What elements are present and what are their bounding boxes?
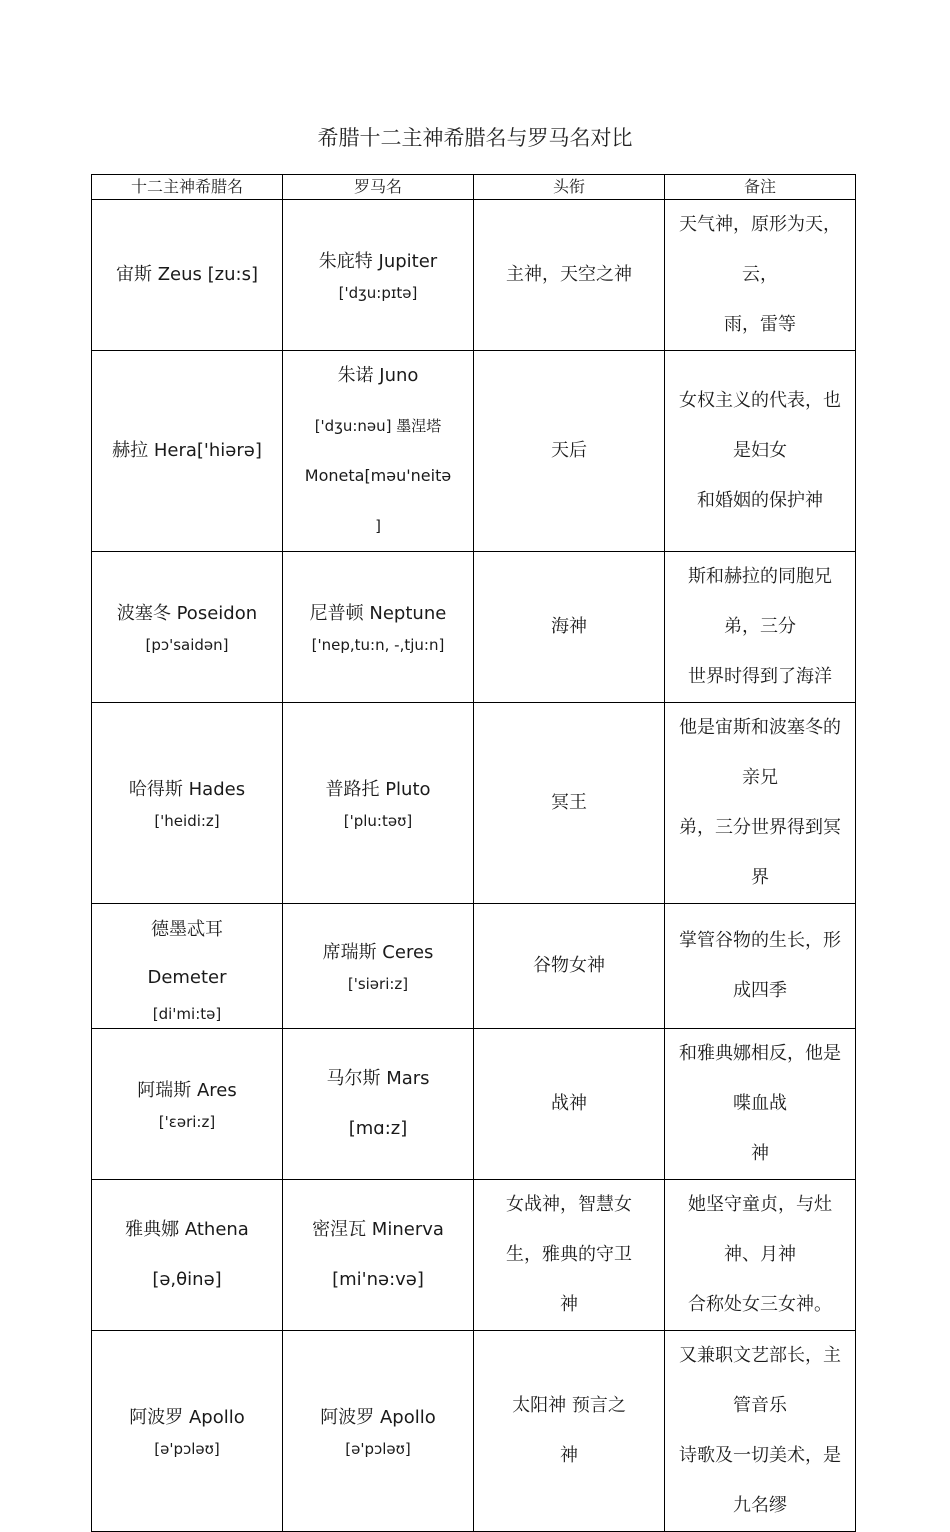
header-notes: 备注 <box>665 175 856 200</box>
roman-ipa: ['plu:təʊ] <box>343 812 413 830</box>
roman-ipa: ['siəri:z] <box>347 975 409 993</box>
title-text: 冥王 <box>551 792 587 813</box>
roman-name: 普路托 Pluto <box>325 779 431 800</box>
table-row <box>92 200 856 351</box>
table-header-row <box>92 175 856 200</box>
header-roman-name: 罗马名 <box>283 175 474 200</box>
title-cell <box>474 1180 665 1331</box>
greek-name-cell <box>92 904 283 1029</box>
roman-name-cell <box>283 1180 474 1331</box>
note-line: 他是宙斯和波塞冬的亲兄 <box>679 717 841 788</box>
greek-ipa: [ə,θinə] <box>152 1269 222 1290</box>
greek-name-cell <box>92 1180 283 1331</box>
roman-name: 阿波罗 Apollo <box>320 1407 436 1428</box>
roman-name: 朱诺 Juno <box>337 365 419 386</box>
roman-name-cell <box>283 552 474 703</box>
roman-name-cell <box>283 200 474 351</box>
table-row <box>92 351 856 552</box>
note-line: 弟，三分世界得到冥界 <box>679 817 841 888</box>
title-cell <box>474 552 665 703</box>
title-cell <box>474 904 665 1029</box>
greek-name-cell <box>92 1029 283 1180</box>
note-cell <box>665 1331 856 1532</box>
note-line: 又兼职文艺部长，主管音乐 <box>679 1345 841 1416</box>
roman-ipa: ['nep,tu:n, -,tju:n] <box>311 636 445 654</box>
table-row <box>92 1029 856 1180</box>
note-line: 诗歌及一切美术，是九名缪 <box>679 1445 841 1516</box>
title-text: 天后 <box>551 440 587 461</box>
title-cell <box>474 200 665 351</box>
greek-name: 德墨忒耳 <box>151 919 223 940</box>
greek-name-latin: Demeter <box>147 967 227 988</box>
title-line: 太阳神 预言之 <box>512 1395 626 1416</box>
greek-name: 哈得斯 Hades <box>128 779 246 800</box>
greek-ipa: ['ɛəri:z] <box>158 1113 216 1131</box>
greek-ipa: [pɔ'saidən] <box>145 636 229 654</box>
page-title: 希腊十二主神希腊名与罗马名对比 <box>317 126 633 150</box>
roman-name: 尼普顿 Neptune <box>309 603 447 624</box>
title-text: 谷物女神 <box>533 955 605 976</box>
table-row <box>92 552 856 703</box>
title-cell <box>474 351 665 552</box>
roman-name-cell <box>283 1331 474 1532</box>
note-line: 天气神，原形为天，云， <box>679 214 841 285</box>
title-text: 海神 <box>551 616 587 637</box>
roman-name-cell <box>283 351 474 552</box>
note-cell <box>665 552 856 703</box>
greek-name-cell <box>92 703 283 904</box>
title-text: 战神 <box>551 1093 587 1114</box>
roman-name: 席瑞斯 Ceres <box>322 942 434 963</box>
note-line: 合称处女三女神。 <box>688 1294 832 1315</box>
title-line: 生，雅典的守卫 <box>506 1244 632 1265</box>
table-row <box>92 904 856 1029</box>
roman-ipa: [mi'nə:və] <box>332 1269 424 1290</box>
roman-name: 马尔斯 Mars <box>326 1068 430 1089</box>
roman-ipa: [mɑ:z] <box>348 1118 408 1139</box>
title-cell <box>474 703 665 904</box>
greek-ipa: [ə'pɔləʊ] <box>154 1440 220 1458</box>
note-cell <box>665 703 856 904</box>
title-cell <box>474 1331 665 1532</box>
greek-name: 阿波罗 Apollo <box>129 1407 245 1428</box>
note-cell <box>665 200 856 351</box>
roman-name: 朱庇特 Jupiter <box>318 251 438 272</box>
greek-name-cell <box>92 552 283 703</box>
note-line: 世界时得到了海洋 <box>688 666 832 687</box>
note-line: 女权主义的代表，也是妇女 <box>679 390 841 461</box>
note-cell <box>665 1180 856 1331</box>
roman-name-cell <box>283 703 474 904</box>
greek-name: 雅典娜 Athena <box>125 1219 249 1240</box>
greek-ipa: [di'mi:tə] <box>152 1005 222 1023</box>
note-line: 和婚姻的保护神 <box>697 490 823 511</box>
header-title: 头衔 <box>474 175 665 200</box>
greek-ipa: ['heidi:z] <box>154 812 220 830</box>
table-row <box>92 1331 856 1532</box>
roman-ipa: ['dʒu:pɪtə] <box>338 284 418 302</box>
roman-alt-name-end: ] <box>375 517 381 535</box>
note-line: 她坚守童贞，与灶神、月神 <box>688 1194 832 1265</box>
roman-name-cell <box>283 904 474 1029</box>
greek-name-cell <box>92 1331 283 1532</box>
title-cell <box>474 1029 665 1180</box>
header-greek-name: 十二主神希腊名 <box>92 175 283 200</box>
greek-name: 宙斯 Zeus [zu:s] <box>116 264 258 285</box>
note-cell <box>665 351 856 552</box>
note-line: 雨，雷等 <box>724 314 796 335</box>
note-line: 掌管谷物的生长，形成四季 <box>679 930 841 1001</box>
greek-name: 赫拉 Hera['hiərə] <box>112 440 262 461</box>
note-line: 神 <box>751 1143 769 1164</box>
note-cell <box>665 1029 856 1180</box>
gods-comparison-table <box>91 174 856 1532</box>
title-line: 神 <box>560 1445 578 1466</box>
table-row <box>92 1180 856 1331</box>
note-line: 斯和赫拉的同胞兄弟，三分 <box>688 566 832 637</box>
greek-name: 波塞冬 Poseidon <box>116 603 258 624</box>
roman-ipa: ['dʒu:nəu] 墨涅塔 <box>314 417 442 435</box>
greek-name-cell <box>92 200 283 351</box>
roman-ipa: [ə'pɔləʊ] <box>345 1440 411 1458</box>
note-line: 和雅典娜相反，他是喋血战 <box>679 1043 841 1114</box>
greek-name-cell <box>92 351 283 552</box>
greek-name: 阿瑞斯 Ares <box>137 1080 237 1101</box>
title-line: 女战神，智慧女 <box>506 1194 632 1215</box>
title-text: 主神，天空之神 <box>506 264 632 285</box>
roman-name: 密涅瓦 Minerva <box>312 1219 444 1240</box>
note-cell <box>665 904 856 1029</box>
title-line: 神 <box>560 1294 578 1315</box>
roman-name-cell <box>283 1029 474 1180</box>
roman-alt-name: Moneta[məu'neitə <box>304 466 452 485</box>
table-row <box>92 703 856 904</box>
